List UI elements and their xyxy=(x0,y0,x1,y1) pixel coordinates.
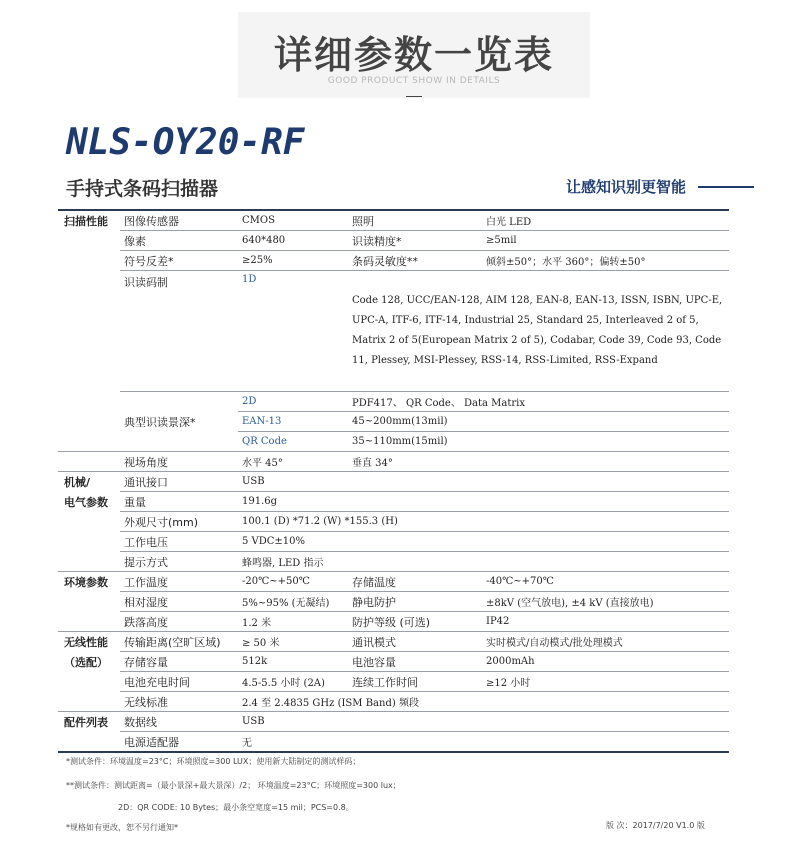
footnote-1: *测试条件：环境温度=23°C；环境照度=300 LUX；使用新大陆制定的测试样码； xyxy=(66,757,361,766)
model-name: NLS-OY20-RF xyxy=(66,122,305,163)
tagline: 让感知识别更智能 xyxy=(566,178,687,196)
spec-sublabel: EAN-13 xyxy=(238,412,348,432)
spec-label: 提示方式 xyxy=(120,552,238,572)
spec-label: 重量 xyxy=(120,492,238,512)
spec-label: 工作温度 xyxy=(120,572,238,592)
spec-label: 通讯接口 xyxy=(120,472,238,492)
spec-label: 条码灵敏度** xyxy=(348,251,482,271)
table-row xyxy=(58,412,729,432)
spec-value: 无 xyxy=(238,732,729,753)
spec-label: 图像传感器 xyxy=(120,210,238,231)
category-wireless-1: 无线性能 xyxy=(64,635,108,649)
spec-label: 传输距离(空旷区域) xyxy=(120,632,238,652)
table-row xyxy=(58,712,729,732)
spec-value: ≥12 小时 xyxy=(482,672,729,692)
table-row xyxy=(58,512,729,532)
spec-value: -20℃~+50℃ xyxy=(238,572,348,592)
spec-label: 外观尺寸(mm) xyxy=(120,512,238,532)
header-banner xyxy=(238,12,590,98)
spec-value: 512k xyxy=(238,652,348,672)
spec-value: 5 VDC±10% xyxy=(238,532,729,552)
table-row xyxy=(58,452,729,472)
table-row xyxy=(58,692,729,712)
spec-label: 无线标准 xyxy=(120,692,238,712)
spec-value: 1.2 米 xyxy=(238,612,348,632)
spec-value: ≥25% xyxy=(238,251,348,271)
spec-value: ≥5mil xyxy=(482,231,729,251)
spec-sublabel: QR Code xyxy=(238,432,348,452)
spec-value: Code 128, UCC/EAN-128, AIM 128, EAN-8, EAN-13, ISSN, ISBN, UPC-E, UPC-A, ITF-6, ITF-14, Industrial 25, Standard 25, Interleaved 2 of 5, Matrix 2 of 5(European Matrix 2 of 5), Codabar, Code 39, Code 93, Code 11, Plessey, MSI-Plessey, RSS-14, RSS-Limited, RSS-Expand xyxy=(348,271,729,392)
spec-label: 照明 xyxy=(348,210,482,231)
spec-label: 连续工作时间 xyxy=(348,672,482,692)
table-row xyxy=(58,552,729,572)
spec-label: 存储容量 xyxy=(120,652,238,672)
table-row xyxy=(58,392,729,412)
tagline-rule xyxy=(698,186,754,188)
spec-value: 4.5-5.5 小时 (2A) xyxy=(238,672,348,692)
spec-value: 倾斜±50°；水平 360°；偏转±50° xyxy=(482,251,729,271)
page-subtitle: GOOD PRODUCT SHOW IN DETAILS xyxy=(327,76,501,86)
version-info: 版 次：2017/7/20 V1.0 版 xyxy=(606,821,705,830)
footnote-3: 2D：QR CODE: 10 Bytes；最小条空宽度=15 mil；PCS=0.8。 xyxy=(118,803,354,812)
table-row xyxy=(58,432,729,452)
table-row xyxy=(58,492,729,512)
spec-value: USB xyxy=(238,472,729,492)
category-env: 环境参数 xyxy=(64,575,108,589)
table-row xyxy=(58,532,729,552)
spec-label: 识读精度* xyxy=(348,231,482,251)
spec-value: 5%~95% (无凝结) xyxy=(238,592,348,612)
spec-value: CMOS xyxy=(238,210,348,231)
spec-value: -40℃~+70℃ xyxy=(482,572,729,592)
category-wireless-2: （选配） xyxy=(64,655,108,669)
spec-value: ≥ 50 米 xyxy=(238,632,348,652)
spec-label: 符号反差* xyxy=(120,251,238,271)
spec-sublabel: 1D xyxy=(238,271,348,392)
spec-value: 640*480 xyxy=(238,231,348,251)
spec-value: 2.4 至 2.4835 GHz (ISM Band) 频段 xyxy=(238,692,729,712)
spec-label: 工作电压 xyxy=(120,532,238,552)
spec-value: 垂直 34° xyxy=(348,452,729,472)
spec-label: 电源适配器 xyxy=(120,732,238,753)
spec-value: 白光 LED xyxy=(482,210,729,231)
table-row xyxy=(58,672,729,692)
spec-label: 跌落高度 xyxy=(120,612,238,632)
table-row xyxy=(58,612,729,632)
spec-label: 数据线 xyxy=(120,712,238,732)
category-accessories: 配件列表 xyxy=(64,715,108,729)
table-row xyxy=(58,251,729,271)
footnote-2: **测试条件：测试距离=（最小景深+最大景深）/2； 环境温度=23°C；环境照度=300 lux； xyxy=(66,781,401,790)
spec-label: 识读码制 xyxy=(120,271,238,392)
spec-sublabel: 2D xyxy=(238,392,348,412)
spec-label: 电池充电时间 xyxy=(120,672,238,692)
spec-value: IP42 xyxy=(482,612,729,632)
spec-value: 蜂鸣器, LED 指示 xyxy=(238,552,729,572)
spec-table xyxy=(58,209,729,753)
table-row xyxy=(58,231,729,251)
spec-value: 45~200mm(13mil) xyxy=(348,412,729,432)
divider xyxy=(406,96,422,97)
spec-label: 存储温度 xyxy=(348,572,482,592)
table-row xyxy=(58,592,729,612)
spec-label: 相对湿度 xyxy=(120,592,238,612)
table-row xyxy=(58,632,729,652)
spec-value: 35~110mm(15mil) xyxy=(348,432,729,452)
footnote-4: *规格如有更改，恕不另行通知* xyxy=(66,823,178,832)
table-row xyxy=(58,210,729,231)
spec-value: 实时模式/自动模式/批处理模式 xyxy=(482,632,729,652)
page-title: 详细参数一览表 xyxy=(273,33,554,77)
table-row xyxy=(58,652,729,672)
spec-label: 防护等级 (可选) xyxy=(348,612,482,632)
spec-value: PDF417、 QR Code、 Data Matrix xyxy=(348,392,729,412)
spec-value: 191.6g xyxy=(238,492,729,512)
spec-value: ±8kV (空气放电), ±4 kV (直接放电) xyxy=(482,592,729,612)
table-row xyxy=(58,572,729,592)
spec-value: 100.1 (D) *71.2 (W) *155.3 (H) xyxy=(238,512,729,532)
spec-label: 通讯模式 xyxy=(348,632,482,652)
spec-value: USB xyxy=(238,712,729,732)
table-row xyxy=(58,732,729,753)
category-scan: 扫描性能 xyxy=(58,210,120,231)
category-mech-1: 机械/ xyxy=(64,475,91,489)
spec-label: 像素 xyxy=(120,231,238,251)
spec-label: 视场角度 xyxy=(120,452,238,472)
table-row xyxy=(58,271,729,392)
spec-value: 2000mAh xyxy=(482,652,729,672)
spec-value: 水平 45° xyxy=(238,452,348,472)
spec-label: 典型识读景深* xyxy=(124,415,196,429)
product-name: 手持式条码扫描器 xyxy=(66,178,219,200)
category-mech-2: 电气参数 xyxy=(64,495,108,509)
spec-label: 静电防护 xyxy=(348,592,482,612)
spec-label: 电池容量 xyxy=(348,652,482,672)
table-row xyxy=(58,472,729,492)
